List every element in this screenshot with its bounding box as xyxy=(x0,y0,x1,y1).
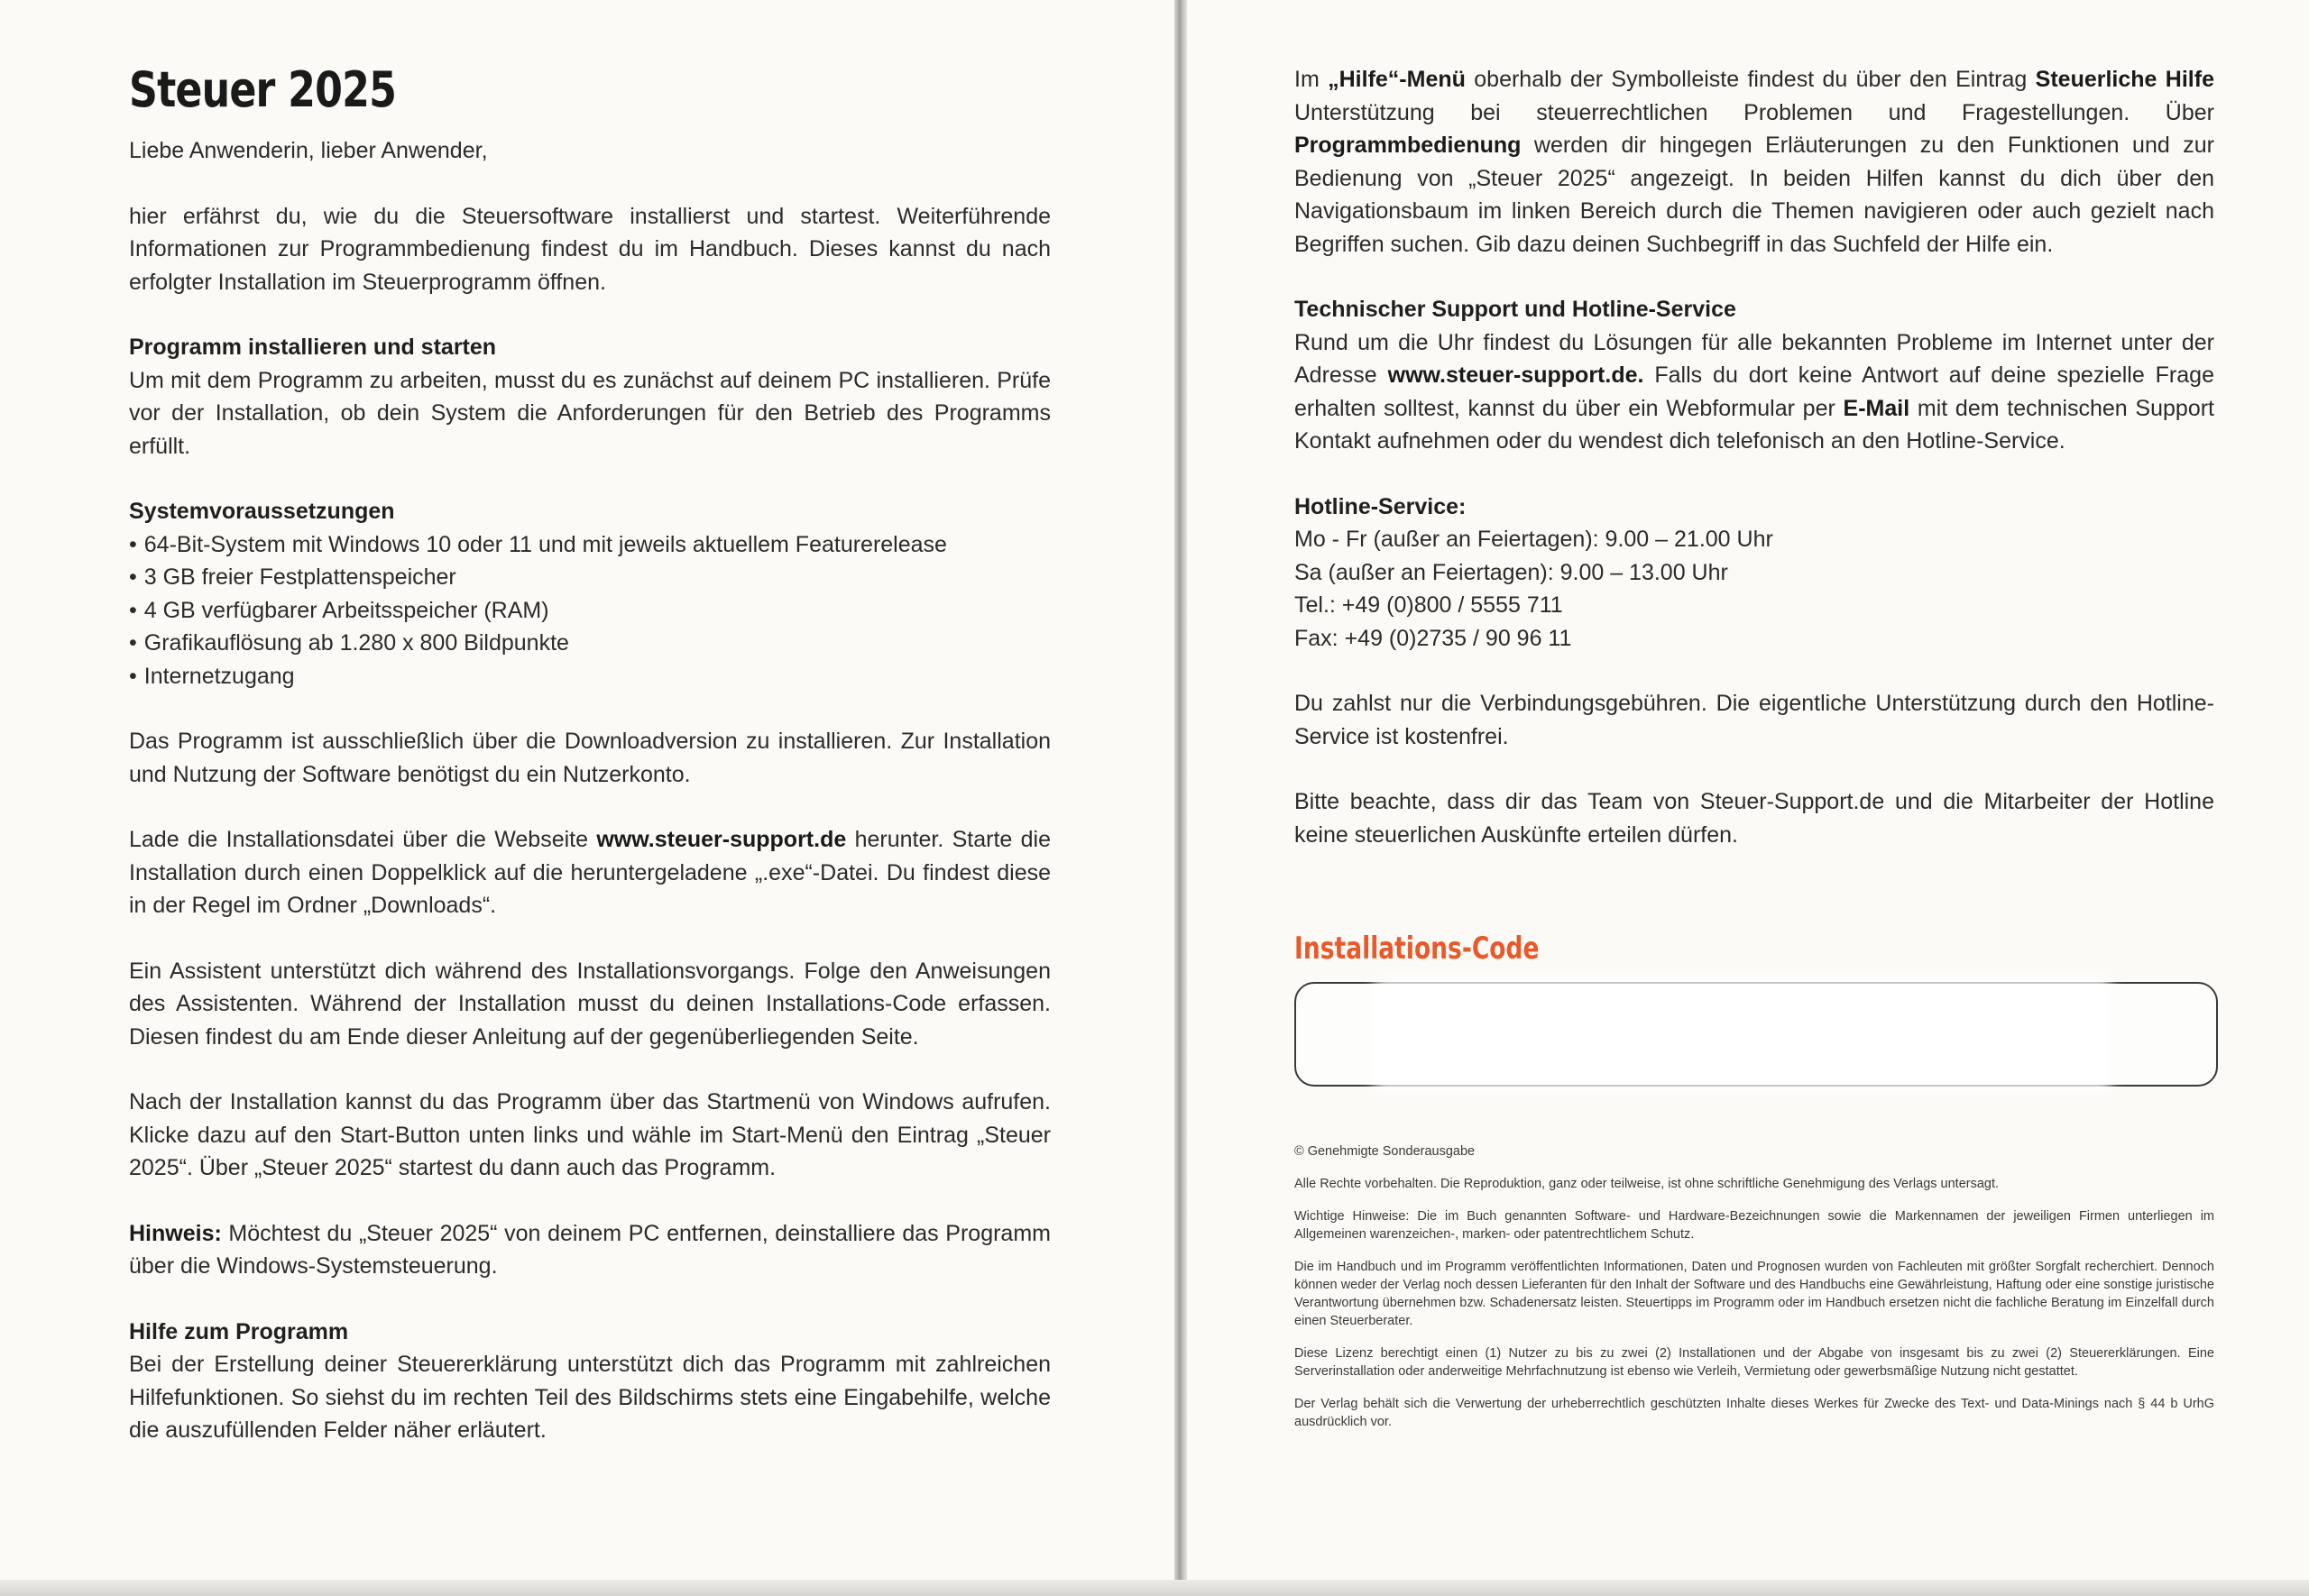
sysreq-item: • Internetzugang xyxy=(129,660,1051,693)
hotline-weekday-hours: Mo - Fr (außer an Feiertagen): 9.00 – 21.00 Uhr xyxy=(1294,527,1773,552)
document-title: Steuer 2025 xyxy=(129,61,397,118)
help-heading: Hilfe zum Programm xyxy=(129,1318,349,1344)
legal-disclaimer: Die im Handbuch und im Programm veröffentlichten Informationen, Daten und Prognosen wurden von Fachleuten mit größter Sorgfalt recherchiert. Dennoch können weder der Verlag noch dessen Lieferanten für den Inhalt der Software und des Handbuchs eine Gewährleistung, Haftung oder eine sonstige juristische Verantwortung übernehmen bzw. Schadenersatz leisten. Steuertipps im Programm oder im Handbuch ersetzen nicht die fachliche Beratung im Einzelfall durch einen Steuerberater. xyxy=(1294,1259,2214,1328)
help-menu-paragraph xyxy=(1294,63,2214,261)
note-paragraph: Bitte beachte, dass dir das Team von Steuer-Support.de und die Mitarbeiter der Hotline keine steuerlichen Auskünfte erteilen dürfen. xyxy=(1294,789,2214,848)
legal-license: Diese Lizenz berechtigt einen (1) Nutzer zu bis zu zwei (2) Installationen und der Abgabe von insgesamt bis zu zwei (2) Steuererklärungen. Eine Serverinstallation oder anderweitige Mehrfachnutzung ist ebenso wie Verleih, Vermietung oder gewerbsmäßige Nutzung nicht gestattet. xyxy=(1294,1345,2214,1379)
support-heading: Technischer Support und Hotline-Service xyxy=(1294,297,1736,322)
sysreq-list xyxy=(129,528,1051,693)
book-fold xyxy=(1174,0,1187,1596)
legal-edition: © Genehmigte Sonderausgabe xyxy=(1294,1143,1476,1159)
help-paragraph: Bei der Erstellung deiner Steuererklärung unterstützt dich das Programm mit zahlreichen Hilfefunktionen. So siehst du im rechten Teil des Bildschirms stets eine Eingabehilfe, welche die auszufüllenden Felder näher erläutert. xyxy=(129,1352,1051,1444)
support-text-1: Rund um die Uhr findest du Lösungen für alle bekannten Probleme im Internet unter der Adresse xyxy=(1294,329,2214,388)
help-menu-text-4: werden dir hingegen Erläuterungen zu den Funktionen und zur Bedienung von „Steuer 2025“ angezeigt. In beiden Hilfen kannst du dich über den Navigationsbaum im linken Bereich durch die Themen navigieren oder auch gezielt nach Begriffen suchen. Gib dazu deinen Suchbegriff in das Suchfeld der Hilfe ein. xyxy=(1294,133,2214,257)
hotline-fax: Fax: +49 (0)2735 / 90 96 11 xyxy=(1294,625,1572,651)
fees-paragraph: Du zahlst nur die Verbindungsgebühren. Die eigentliche Unterstützung durch den Hotline-Service ist kostenfrei. xyxy=(1294,691,2214,749)
support-text-3: mit dem technischen Support Kontakt aufnehmen oder du wendest dich telefonisch an den Hotline-Service. xyxy=(1294,395,2214,454)
start-paragraph: Nach der Installation kannst du das Programm über das Startmenü von Windows aufrufen. Klicke dazu auf den Start-Button unten links und wähle im Start-Menü den Eintrag „Steuer 2025“. Über „Steuer 2025“ startest du dann auch das Programm. xyxy=(129,1089,1051,1181)
hotline-phone: Tel.: +49 (0)800 / 5555 711 xyxy=(1294,592,1563,618)
legal-rights: Alle Rechte vorbehalten. Die Reproduktion, ganz oder teilweise, ist ohne schriftliche Genehmigung des Verlags untersagt. xyxy=(1294,1176,2000,1191)
support-text-2: Falls du dort keine Antwort auf deine spezielle Frage erhalten solltest, kannst du über ein Webformular per xyxy=(1294,362,2214,421)
website-text-pre: Lade die Installationsdatei über die Webseite xyxy=(129,827,597,853)
hint-paragraph xyxy=(129,1217,1051,1283)
sysreq-item: • 64-Bit-System mit Windows 10 oder 11 und mit jeweils aktuellem Featurerelease xyxy=(129,528,1051,562)
install-code-title: Installations-Code xyxy=(1294,931,1540,967)
website-paragraph xyxy=(129,823,1051,922)
assistant-paragraph: Ein Assistent unterstützt dich während des Installationsvorgangs. Folge den Anweisungen des Assistenten. Während der Installation musst du deinen Installations-Code erfassen. Diesen findest du am Ende dieser Anleitung auf der gegenüberliegenden Seite. xyxy=(129,958,1051,1050)
hint-label: Hinweis: xyxy=(129,1220,222,1246)
legal-data-mining: Der Verlag behält sich die Verwertung der urheberrechtlich geschützten Inhalte dieses Werkes für Zwecke des Text- und Data-Minings nach § 44 b UrhG ausdrücklich vor. xyxy=(1294,1396,2214,1429)
help-menu-term: „Hilfe“-Menü xyxy=(1328,67,1466,92)
help-menu-text-3: Unterstützung bei steuerrechtlichen Problemen und Fragestellungen. Über xyxy=(1294,99,2214,125)
website-text-post: herunter. Starte die Installation durch einen Doppelklick auf die heruntergeladene „.exe“-Datei. Du findest diese in der Regel im Ordner „Downloads“. xyxy=(129,827,1051,919)
program-help-term: Programmbedienung xyxy=(1294,133,1522,158)
sysreq-heading: Systemvoraussetzungen xyxy=(129,499,395,525)
right-column xyxy=(1294,63,2214,1431)
hint-text: Möchtest du „Steuer 2025“ von deinem PC entfernen, deinstalliere das Programm über die Windows-Systemsteuerung. xyxy=(129,1220,1051,1280)
support-link: www.steuer-support.de. xyxy=(1387,362,1644,388)
hotline-heading: Hotline-Service: xyxy=(1294,493,1467,519)
support-paragraph xyxy=(1294,326,2214,458)
website-link: www.steuer-support.de xyxy=(596,827,847,853)
greeting: Liebe Anwenderin, lieber Anwender, xyxy=(129,138,488,164)
hotline-saturday-hours: Sa (außer an Feiertagen): 9.00 – 13.00 Uhr xyxy=(1294,559,1728,585)
support-email-term: E-Mail xyxy=(1843,395,1910,421)
install-code-box xyxy=(1294,982,2218,1087)
tax-help-term: Steuerliche Hilfe xyxy=(2035,67,2214,92)
sysreq-item: • Grafikauflösung ab 1.280 x 800 Bildpunkte xyxy=(129,627,1051,660)
download-paragraph: Das Programm ist ausschließlich über die Downloadversion zu installieren. Zur Installation und Nutzung der Software benötigst du ein Nutzerkonto. xyxy=(129,729,1051,787)
install-paragraph: Um mit dem Programm zu arbeiten, musst du es zunächst auf deinem PC installieren. Prüfe vor der Installation, ob dein System die Anforderungen für den Betrieb des Programms erfüllt. xyxy=(129,367,1051,459)
help-menu-text-2: oberhalb der Symbolleiste findest du über den Eintrag xyxy=(1465,67,2036,92)
help-menu-text-1: Im xyxy=(1294,67,1329,92)
legal-trademarks: Wichtige Hinweise: Die im Buch genannten Software- und Hardware-Bezeichnungen sowie die Markennamen der jeweiligen Firmen unterliegen im Allgemeinen warenzeichen-, marken- oder patentrechtlichem Schutz. xyxy=(1294,1208,2214,1242)
install-heading: Programm installieren und starten xyxy=(129,335,497,361)
intro-paragraph: hier erfährst du, wie du die Steuersoftware installierst und startest. Weiterführende Informationen zur Programmbedienung findest du im Handbuch. Dieses kannst du nach erfolgter Installation im Steuerprogramm öffnen. xyxy=(129,203,1051,295)
sysreq-item: • 3 GB freier Festplattenspeicher xyxy=(129,561,1051,594)
install-code-value-redacted xyxy=(1382,986,2103,1082)
page-bottom-edge xyxy=(0,1580,2309,1596)
left-column xyxy=(129,63,1051,1447)
sysreq-item: • 4 GB verfügbarer Arbeitsspeicher (RAM) xyxy=(129,594,1051,628)
